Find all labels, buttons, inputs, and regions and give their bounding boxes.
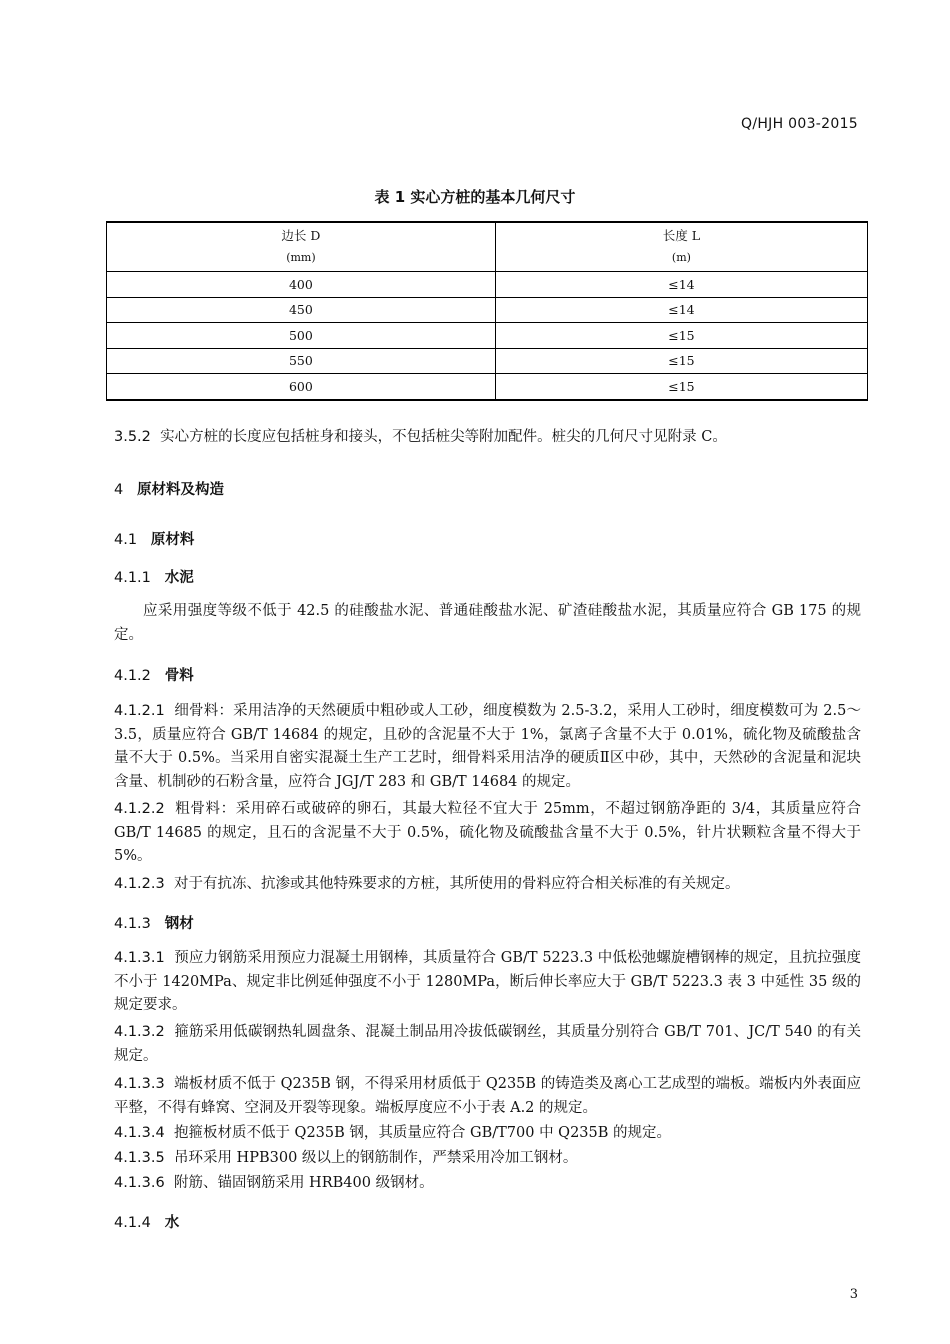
clause-text: 实心方桩的长度应包括桩身和接头，不包括桩尖等附加配件。桩尖的几何尺寸见附录 C。 <box>160 429 727 445</box>
clause-text: 抱箍板材质不低于 Q235B 钢，其质量应符合 GB/T700 中 Q235B 的规定。 <box>173 1125 672 1141</box>
cell-side: 600 <box>107 374 496 400</box>
clause-text: 细骨料：采用洁净的天然硬质中粗砂或人工砂，细度模数为 2.5-3.2，采用人工砂时，细度模数可为 2.5～3.5，质量应符合 GB/T 14684 的规定，且砂的含泥量不大于 1%，氯离子含量不大于 0.01%，硫化物及硫酸盐含量不大于 0.5%。当采用自密实混凝土生产工艺时，细骨料采用洁净的硬质Ⅱ区中砂，其中，天然砂的含泥量和泥块含量、机制砂的石粉含量，应符合 JGJ/T 283 和 GB/T 14684 的规定。 <box>114 703 862 790</box>
clause-number: 4.1.2.3 <box>114 876 165 892</box>
clause-3-5-2 <box>114 426 861 450</box>
cell-length: ≤15 <box>495 348 867 374</box>
clause-number: 4.1.3.2 <box>114 1024 165 1040</box>
header-length-label: 长度 L <box>662 228 701 243</box>
clause-number: 3.5.2 <box>114 429 151 445</box>
header-length <box>495 222 867 272</box>
section-title: 原材料及构造 <box>137 482 225 498</box>
clause-number: 4.1.3.3 <box>114 1076 165 1092</box>
cell-side: 500 <box>107 323 496 349</box>
clause-4-1-3-3 <box>114 1073 861 1120</box>
section-4-heading <box>114 478 224 499</box>
table-row <box>107 374 868 400</box>
section-number: 4.1 <box>114 532 138 548</box>
clause-text: 对于有抗冻、抗渗或其他特殊要求的方桩，其所使用的骨料应符合相关标准的有关规定。 <box>173 876 740 892</box>
cell-length: ≤14 <box>495 297 867 323</box>
section-title: 原材料 <box>150 532 195 548</box>
clause-text: 附筋、锚固钢筋采用 HRB400 级钢材。 <box>173 1175 434 1191</box>
section-4-1-3-heading <box>114 912 194 933</box>
section-4-1-4-heading <box>114 1211 179 1232</box>
section-title: 骨料 <box>164 668 194 684</box>
header-side-length <box>107 222 496 272</box>
clause-4-1-2-2 <box>114 798 861 869</box>
header-length-unit: (m) <box>671 251 691 264</box>
clause-4-1-3-1 <box>114 947 861 1018</box>
cell-side: 550 <box>107 348 496 374</box>
section-number: 4.1.1 <box>114 570 151 586</box>
clause-number: 4.1.2.2 <box>114 801 165 817</box>
clause-number: 4.1.3.6 <box>114 1175 165 1191</box>
clause-text: 箍筋采用低碳钢热轧圆盘条、混凝土制品用冷拔低碳钢丝，其质量分别符合 GB/T 701、JC/T 540 的有关规定。 <box>114 1024 862 1064</box>
clause-number: 4.1.3.5 <box>114 1150 165 1166</box>
clause-4-1-2-3 <box>114 873 861 897</box>
section-number: 4.1.4 <box>114 1215 151 1231</box>
table-header-row <box>107 222 868 272</box>
clause-text: 预应力钢筋采用预应力混凝土用钢棒，其质量符合 GB/T 5223.3 中低松弛螺旋槽钢棒的规定，且抗拉强度不小于 1420MPa、规定非比例延伸强度不小于 1280MPa，断后伸长率应大于 GB/T 5223.3 表 3 中延性 35 级的规定要求。 <box>114 950 862 1013</box>
section-number: 4.1.2 <box>114 668 151 684</box>
document-code: Q/HJH 003-2015 <box>741 116 858 132</box>
page-number: 3 <box>849 1287 858 1302</box>
table-row <box>107 297 868 323</box>
section-title: 水泥 <box>164 570 194 586</box>
section-4-1-2-heading <box>114 664 194 685</box>
table-row <box>107 348 868 374</box>
clause-4-1-3-2 <box>114 1021 861 1068</box>
header-side-unit: (mm) <box>286 251 316 264</box>
clause-text: 吊环采用 HPB300 级以上的钢筋制作，严禁采用冷加工钢材。 <box>173 1150 578 1166</box>
section-4-1-heading <box>114 528 194 549</box>
section-title: 水 <box>164 1215 180 1231</box>
section-number: 4.1.3 <box>114 916 151 932</box>
clause-number: 4.1.2.1 <box>114 703 165 719</box>
header-side-label: 边长 D <box>281 228 321 243</box>
dimensions-table <box>106 221 868 401</box>
section-4-1-1-body: 应采用强度等级不低于 42.5 的硅酸盐水泥、普通硅酸盐水泥、矿渣硅酸盐水泥，其质量应符合 GB 175 的规定。 <box>114 603 861 643</box>
clause-number: 4.1.3.1 <box>114 950 165 966</box>
clause-4-1-2-1 <box>114 700 861 794</box>
table-row <box>107 272 868 298</box>
clause-4-1-3-6 <box>114 1172 861 1196</box>
cell-side: 400 <box>107 272 496 298</box>
section-title: 钢材 <box>164 916 194 932</box>
clause-number: 4.1.3.4 <box>114 1125 165 1141</box>
clause-text: 端板材质不低于 Q235B 钢，不得采用材质低于 Q235B 的铸造类及离心工艺成型的端板。端板内外表面应平整，不得有蜂窝、空洞及开裂等现象。端板厚度应不小于表 A.2 的规定。 <box>114 1076 861 1116</box>
clause-4-1-3-4 <box>114 1122 861 1146</box>
cell-side: 450 <box>107 297 496 323</box>
cell-length: ≤14 <box>495 272 867 298</box>
table-row <box>107 323 868 349</box>
cell-length: ≤15 <box>495 323 867 349</box>
section-number: 4 <box>114 482 124 498</box>
clause-text: 粗骨料：采用碎石或破碎的卵石，其最大粒径不宜大于 25mm，不超过钢筋净距的 3/4，其质量应符合 GB/T 14685 的规定，且石的含泥量不大于 0.5%，硫化物及硫酸盐含量不大于 0.5%，针片状颗粒含量不得大于 5%。 <box>114 801 861 864</box>
clause-4-1-3-5 <box>114 1147 861 1171</box>
section-4-1-1-heading <box>114 566 194 587</box>
table-caption: 表 1 实心方桩的基本几何尺寸 <box>374 188 576 206</box>
cell-length: ≤15 <box>495 374 867 400</box>
